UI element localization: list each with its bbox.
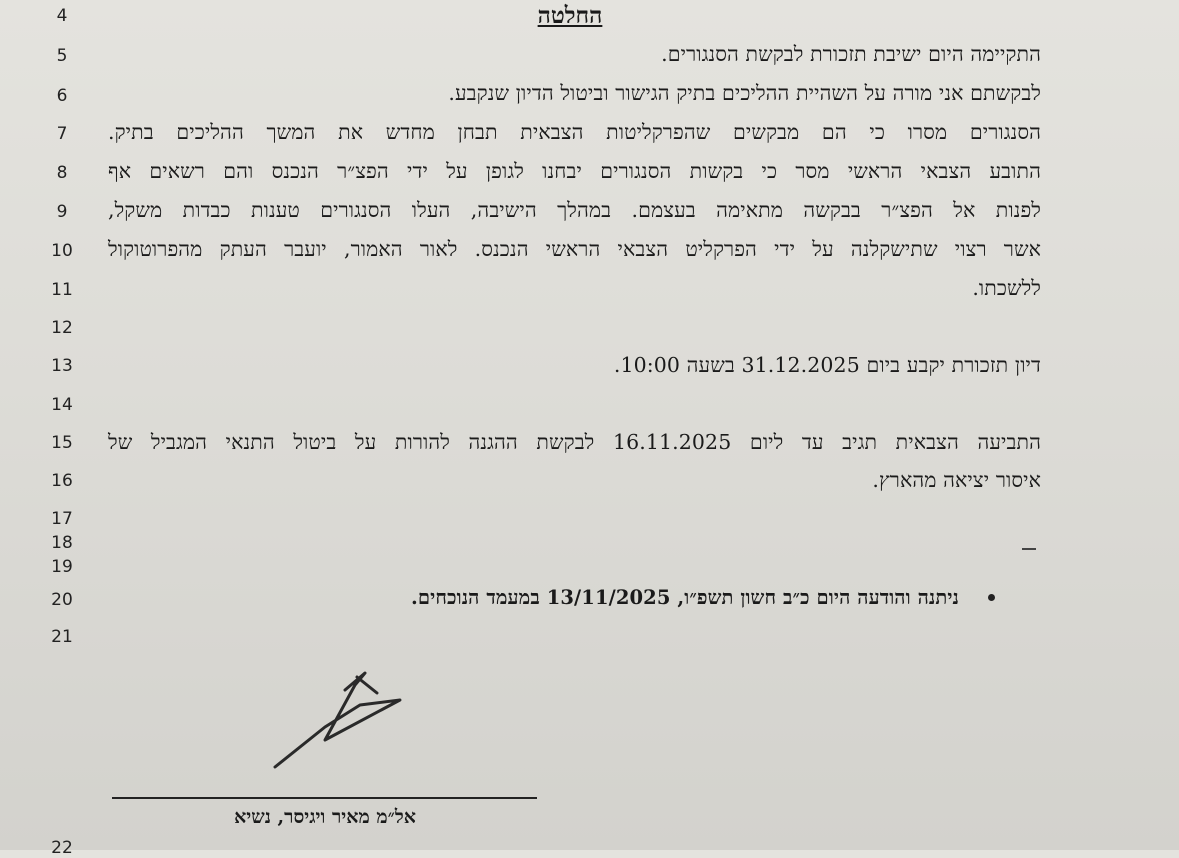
line-number: 13	[51, 356, 73, 376]
dash-mark	[1022, 548, 1036, 550]
text-line: לפנות אל הפצ״ר בבקשה מתאימה בעצמם. במהלך הישיבה, העלו הסנגורים טענות כבדות משקל,	[108, 198, 1041, 222]
signature-line	[112, 797, 537, 799]
line-number: 5	[56, 46, 68, 66]
line-number: 22	[51, 838, 73, 858]
signer-name: אל״מ מאיר ויגיסר, נשיא	[234, 806, 416, 828]
line-number: 6	[56, 86, 68, 106]
line-number: 9	[56, 202, 68, 222]
line-number: 4	[56, 6, 68, 26]
line-number: 19	[51, 557, 73, 577]
document-title: החלטה	[537, 2, 603, 29]
text-line: לבקשתם אני מורה על השהיית ההליכים בתיק הגישור וביטול הדיון שנקבע.	[448, 81, 1041, 105]
text-line: התקיימה היום ישיבת תזכורת לבקשת הסנגורים.	[661, 42, 1041, 66]
text-line: איסור יציאה מהארץ.	[872, 468, 1041, 492]
text-line: אשר רצוי שתישקלנה על ידי הפרקליט הצבאי הראשי הנכנס. לאור האמור, יועבר העתק מהפרוטוקול	[108, 237, 1041, 261]
line-number: 11	[51, 280, 73, 300]
line-number: 8	[56, 163, 68, 183]
text-line: ללשכתו.	[972, 276, 1041, 300]
text-line: התביעה הצבאית תגיב עד ליום 16.11.2025 לבקשת ההגנה להורות על ביטול התנאי המגביל של	[108, 430, 1041, 454]
line-number: 7	[56, 124, 68, 144]
text-line: התובע הצבאי הראשי מסר כי בקשות הסנגורים יבחנו לגופן על ידי הפצ״ר הנכנס והם רשאים אף	[108, 159, 1041, 183]
bullet-icon	[988, 594, 995, 601]
line-number: 20	[51, 590, 73, 610]
line-number: 21	[51, 627, 73, 647]
line-number: 18	[51, 533, 73, 553]
text-line: דיון תזכורת יקבע ביום 31.12.2025 בשעה 10:00.	[613, 353, 1041, 377]
line-number: 16	[51, 471, 73, 491]
line-number: 17	[51, 509, 73, 529]
line-number: 12	[51, 318, 73, 338]
handwritten-signature	[265, 665, 415, 775]
text-line: הסנגורים מסרו כי הם מבקשים שהפרקליטות הצבאית תבחן מחדש את המשך ההליכים בתיק.	[108, 120, 1041, 144]
line-number: 14	[51, 395, 73, 415]
line-number: 10	[51, 241, 73, 261]
ruling-given-line: ניתנה והודעה היום כ״ב חשון תשפ״ו, 13/11/2025 במעמד הנוכחים.	[411, 586, 959, 609]
line-number: 15	[51, 433, 73, 453]
